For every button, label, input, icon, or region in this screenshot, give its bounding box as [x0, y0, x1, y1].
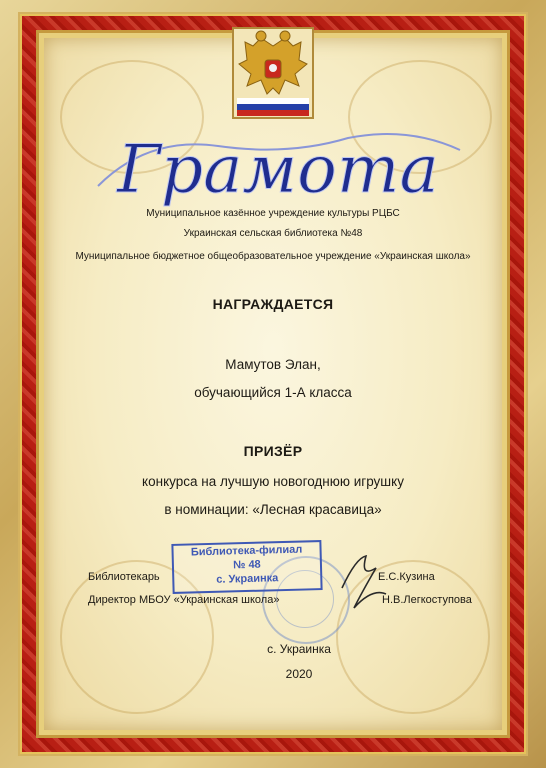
header-line-2: Украинская сельская библиотека №48: [183, 228, 363, 239]
stamp-line-2: № 48: [233, 558, 261, 572]
director-role: Директор МБОУ «Украинская школа»: [88, 594, 280, 606]
contest-line-2: в номинации: «Лесная красавица»: [164, 502, 382, 517]
library-stamp: [171, 540, 322, 594]
certificate-title: [88, 116, 468, 216]
place-label: ПРИЗЁР: [243, 443, 303, 459]
contest-line-1: конкурса на лучшую новогоднюю игрушку: [142, 474, 404, 489]
coat-of-arms-emblem: [227, 24, 319, 122]
director-name: Н.В.Легкоступова: [382, 594, 472, 606]
librarian-role: Библиотекарь: [88, 571, 160, 583]
recipient-name: Мамутов Элан,: [225, 357, 321, 372]
librarian-name: Е.С.Кузина: [378, 571, 435, 583]
footer-place: с. Украинка: [267, 642, 331, 656]
awarded-label: НАГРАЖДАЕТСЯ: [212, 296, 334, 312]
stamp-line-3: с. Украинка: [216, 572, 279, 586]
title-text: Грамота: [117, 131, 439, 208]
signature-mark: [332, 548, 392, 618]
recipient-class: обучающийся 1-А класса: [194, 385, 352, 400]
header-line-3: Муниципальное бюджетное общеобразовательное учреждение «Украинская школа»: [75, 251, 471, 262]
stamp-line-1: Библиотека-филиал: [190, 543, 303, 559]
header-line-1: Муниципальное казённое учреждение культуры РЦБС: [146, 208, 400, 219]
footer-year: 2020: [285, 667, 313, 681]
